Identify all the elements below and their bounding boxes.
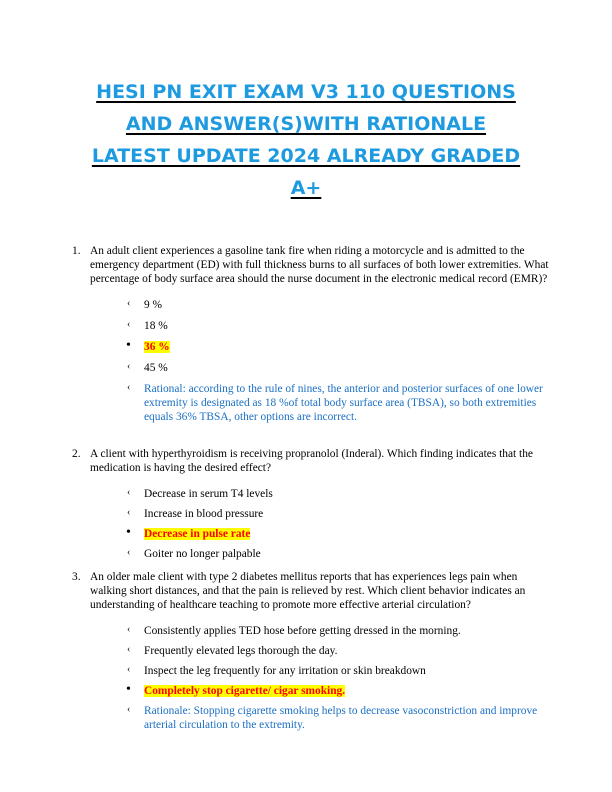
option-item: ‹ 45 % (127, 361, 168, 374)
question-2 (72, 447, 552, 561)
question-number: 1. (72, 245, 81, 257)
bullet-icon: • (126, 682, 131, 697)
correct-option-item: • 36 % (126, 338, 170, 353)
question-text: An older male client with type 2 diabetes mellitus reports that has experiences legs pain when walking short distances, and that the pain is relieved by rest. Which client behavior indicates an understanding of healthcare teaching to promote more effective arterial circulation? (90, 571, 526, 611)
bullet-icon: • (126, 338, 131, 353)
option-list (72, 298, 552, 424)
question-text: An adult client experiences a gasoline tank fire when riding a motorcycle and is admitted to the emergency department (ED) with full thickness burns to all surfaces of both lower extremities. What percentage of body surface area should the nurse document in the electronic medical record (EMR)? (90, 245, 549, 285)
option-item: ‹ Goiter no longer palpable (127, 547, 261, 560)
bullet-icon: ‹ (127, 644, 131, 655)
bullet-icon: ‹ (127, 361, 131, 372)
title-line-1: HESI PN EXIT EXAM V3 110 QUESTIONS (96, 81, 516, 103)
question-text: A client with hyperthyroidism is receiving propranolol (Inderal). Which finding indicates that the medication is having the desired effect? (90, 448, 533, 474)
option-item: ‹ Frequently elevated legs thorough the day. (127, 644, 338, 657)
option-list (72, 487, 552, 561)
question-number: 3. (72, 571, 81, 583)
title-line-4: A+ (290, 177, 322, 199)
question-3 (72, 570, 552, 732)
option-list (72, 624, 552, 732)
bullet-icon: ‹ (127, 704, 131, 715)
bullet-icon: ‹ (127, 547, 131, 558)
option-item: ‹ Increase in blood pressure (127, 507, 264, 520)
option-item: ‹ 9 % (127, 298, 163, 311)
bullet-icon: ‹ (127, 298, 131, 309)
question-number: 2. (72, 448, 81, 460)
option-item: ‹ Inspect the leg frequently for any irritation or skin breakdown (127, 664, 426, 677)
option-item: ‹ Decrease in serum T4 levels (127, 487, 273, 500)
document-title (60, 76, 552, 204)
option-item: ‹ Consistently applies TED hose before getting dressed in the morning. (127, 624, 461, 637)
bullet-icon: ‹ (127, 624, 131, 635)
option-item: ‹ 18 % (127, 319, 168, 332)
bullet-icon: • (126, 525, 131, 540)
rationale-item: ‹ Rational: according to the rule of nines, the anterior and posterior surfaces of one lower extremity is designated as 18 %of total body surface area (TBSA), so both extremities equals 36% TBSA, other options are incorrect. (127, 382, 543, 423)
question-1 (72, 244, 552, 424)
rationale-item: ‹ Rationale: Stopping cigarette smoking helps to decrease vasoconstriction and improve arterial circulation to the extremity. (127, 704, 538, 731)
correct-option-item: • Decrease in pulse rate (126, 525, 251, 540)
correct-option-item: • Completely stop cigarette/ cigar smoking. (126, 682, 346, 697)
bullet-icon: ‹ (127, 382, 131, 393)
bullet-icon: ‹ (127, 507, 131, 518)
bullet-icon: ‹ (127, 319, 131, 330)
title-line-3: LATEST UPDATE 2024 ALREADY GRADED (91, 145, 521, 167)
bullet-icon: ‹ (127, 664, 131, 675)
title-line-2: AND ANSWER(S)WITH RATIONALE (125, 113, 487, 135)
bullet-icon: ‹ (127, 487, 131, 498)
